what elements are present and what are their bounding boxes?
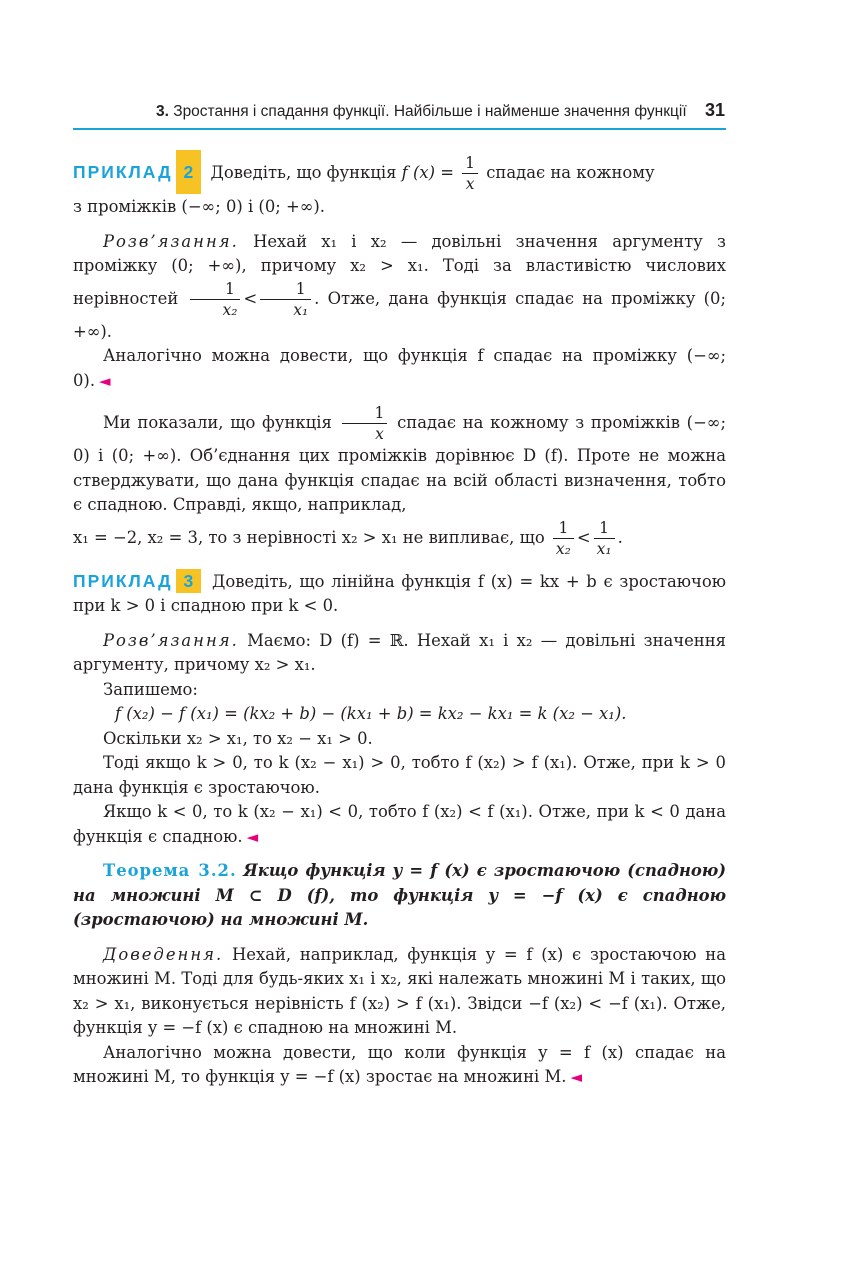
- example-label: ПРИКЛАД: [73, 570, 173, 591]
- proof-label: Доведення.: [103, 944, 224, 964]
- solution-text: . Отже, дана функція спадає на проміжку (0; +∞).: [73, 288, 726, 341]
- example3-case-positive: Тоді якщо k > 0, то k (x₂ − x₁) > 0, тобто f (x₂) > f (x₁). Отже, при k > 0 дана функція є зростаючою.: [73, 753, 726, 797]
- fraction-1-over-x: $\frac{1}{x}$: [342, 403, 388, 444]
- example-label: ПРИКЛАД: [73, 162, 173, 182]
- example-number-badge: 3: [176, 569, 202, 594]
- example2-note-cont: x₁ = −2, x₂ = 3, то з нерівності x₂ > x₁ не випливає, що $\frac{1}{\text{x₂}}$ < $\frac{1}{\text{x₁}}$ .: [73, 518, 623, 558]
- solution-label: Розв’язання.: [103, 231, 239, 251]
- example2-statement-cont: з проміжків (−∞; 0) і (0; +∞).: [73, 197, 325, 216]
- fraction-1-over-x2: $\frac{1}{\text{x₂}}$: [190, 279, 241, 320]
- example3-since: Оскільки x₂ > x₁, то x₂ − x₁ > 0.: [103, 728, 373, 748]
- theorem-label: Теорема 3.2.: [103, 861, 237, 880]
- statement-text: Доведіть, що лінійна функція f (x) = kx + b є зростаючою при k > 0 і спадною при k < 0.: [73, 571, 726, 615]
- statement-text: Доведіть, що функція: [210, 163, 397, 182]
- example2-statement: [73, 150, 726, 195]
- header-rule: [73, 128, 726, 130]
- proof-p2: Аналогічно можна довести, що коли функція y = f (x) спадає на множині M, то функція y = −f (x) зростає на множині M. ◄: [73, 1042, 726, 1086]
- proof: Доведення. Нехай, наприклад, функція y = f (x) є зростаючою на множині M. Тоді для будь-яких x₁ і x₂, які належать множині M і таких, що x₂ > x₁, виконується нерівність f (x₂) > f (x₁). Звідси −f (x₂) < −f (x₁). Отже, функція y = −f (x) є спадною на множині M.: [73, 944, 726, 1037]
- example2-note: Ми показали, що функція $\frac{1}{x}$ спадає на кожному з проміжків (−∞; 0) і (0; +∞). Об’єднання цих проміжків дорівнює D (f). Проте не можна стверджувати, що дана функція спадає на всій області визначення, тобто є спадною. Справді, якщо, наприклад,: [73, 404, 726, 514]
- page-number: 31: [704, 100, 725, 120]
- chapter-title: Зростання і спадання функції. Найбільше і найменше значення функції: [173, 103, 687, 120]
- solution-text: Нехай x₁ і x₂ — довільні значення аргументу з проміжку (0; +∞), причому x₂ > x₁. Тоді за властивістю числових нерівностей: [73, 231, 726, 308]
- function-expr: f (x) =: [401, 163, 454, 182]
- solution-label: Розв’язання.: [103, 630, 239, 650]
- end-of-solution-marker: ◄: [99, 371, 111, 390]
- theorem-3-2: [73, 859, 726, 933]
- example3-solution: Розв’язання. Маємо: D (f) = ℝ. Нехай x₁ і x₂ — довільні значення аргументу, причому x₂ > x₁.: [73, 630, 726, 674]
- example2-solution: [73, 230, 726, 345]
- example2-solution-p2: Аналогічно можна довести, що функція f спадає на проміжку (−∞; 0). ◄: [73, 346, 726, 390]
- running-header: [0, 100, 725, 121]
- example3-equation: f (x₂) − f (x₁) = (kx₂ + b) − (kx₁ + b) = kx₂ − kx₁ = k (x₂ − x₁).: [115, 704, 627, 723]
- example3-case-negative: Якщо k < 0, то k (x₂ − x₁) < 0, тобто f (x₂) < f (x₁). Отже, при k < 0 дана функція є спадною. ◄: [73, 802, 726, 846]
- statement-text: спадає на кожному: [486, 163, 655, 182]
- page-content: [73, 150, 726, 1090]
- fraction-1-over-x: $\frac{1}{x}$: [462, 153, 478, 194]
- example-number-badge: 2: [176, 150, 202, 194]
- fraction-1-over-x1: $\frac{1}{\text{x₁}}$: [594, 518, 615, 559]
- less-than: <: [243, 288, 258, 308]
- theorem-text: Якщо функція y = f (x) є зростаючою (спадною) на множині M ⊂ D (f), то функція y = −f (x) є спадною (зростаючою) на множині M.: [73, 861, 726, 929]
- fraction-1-over-x2: $\frac{1}{\text{x₂}}$: [553, 518, 574, 559]
- end-of-proof-marker: ◄: [570, 1068, 582, 1086]
- example3-write: Запишемо:: [103, 679, 198, 699]
- example3-statement: [73, 569, 726, 619]
- end-of-solution-marker: ◄: [246, 827, 259, 846]
- fraction-1-over-x1: $\frac{1}{\text{x₁}}$: [260, 279, 311, 320]
- chapter-number: 3.: [155, 103, 169, 120]
